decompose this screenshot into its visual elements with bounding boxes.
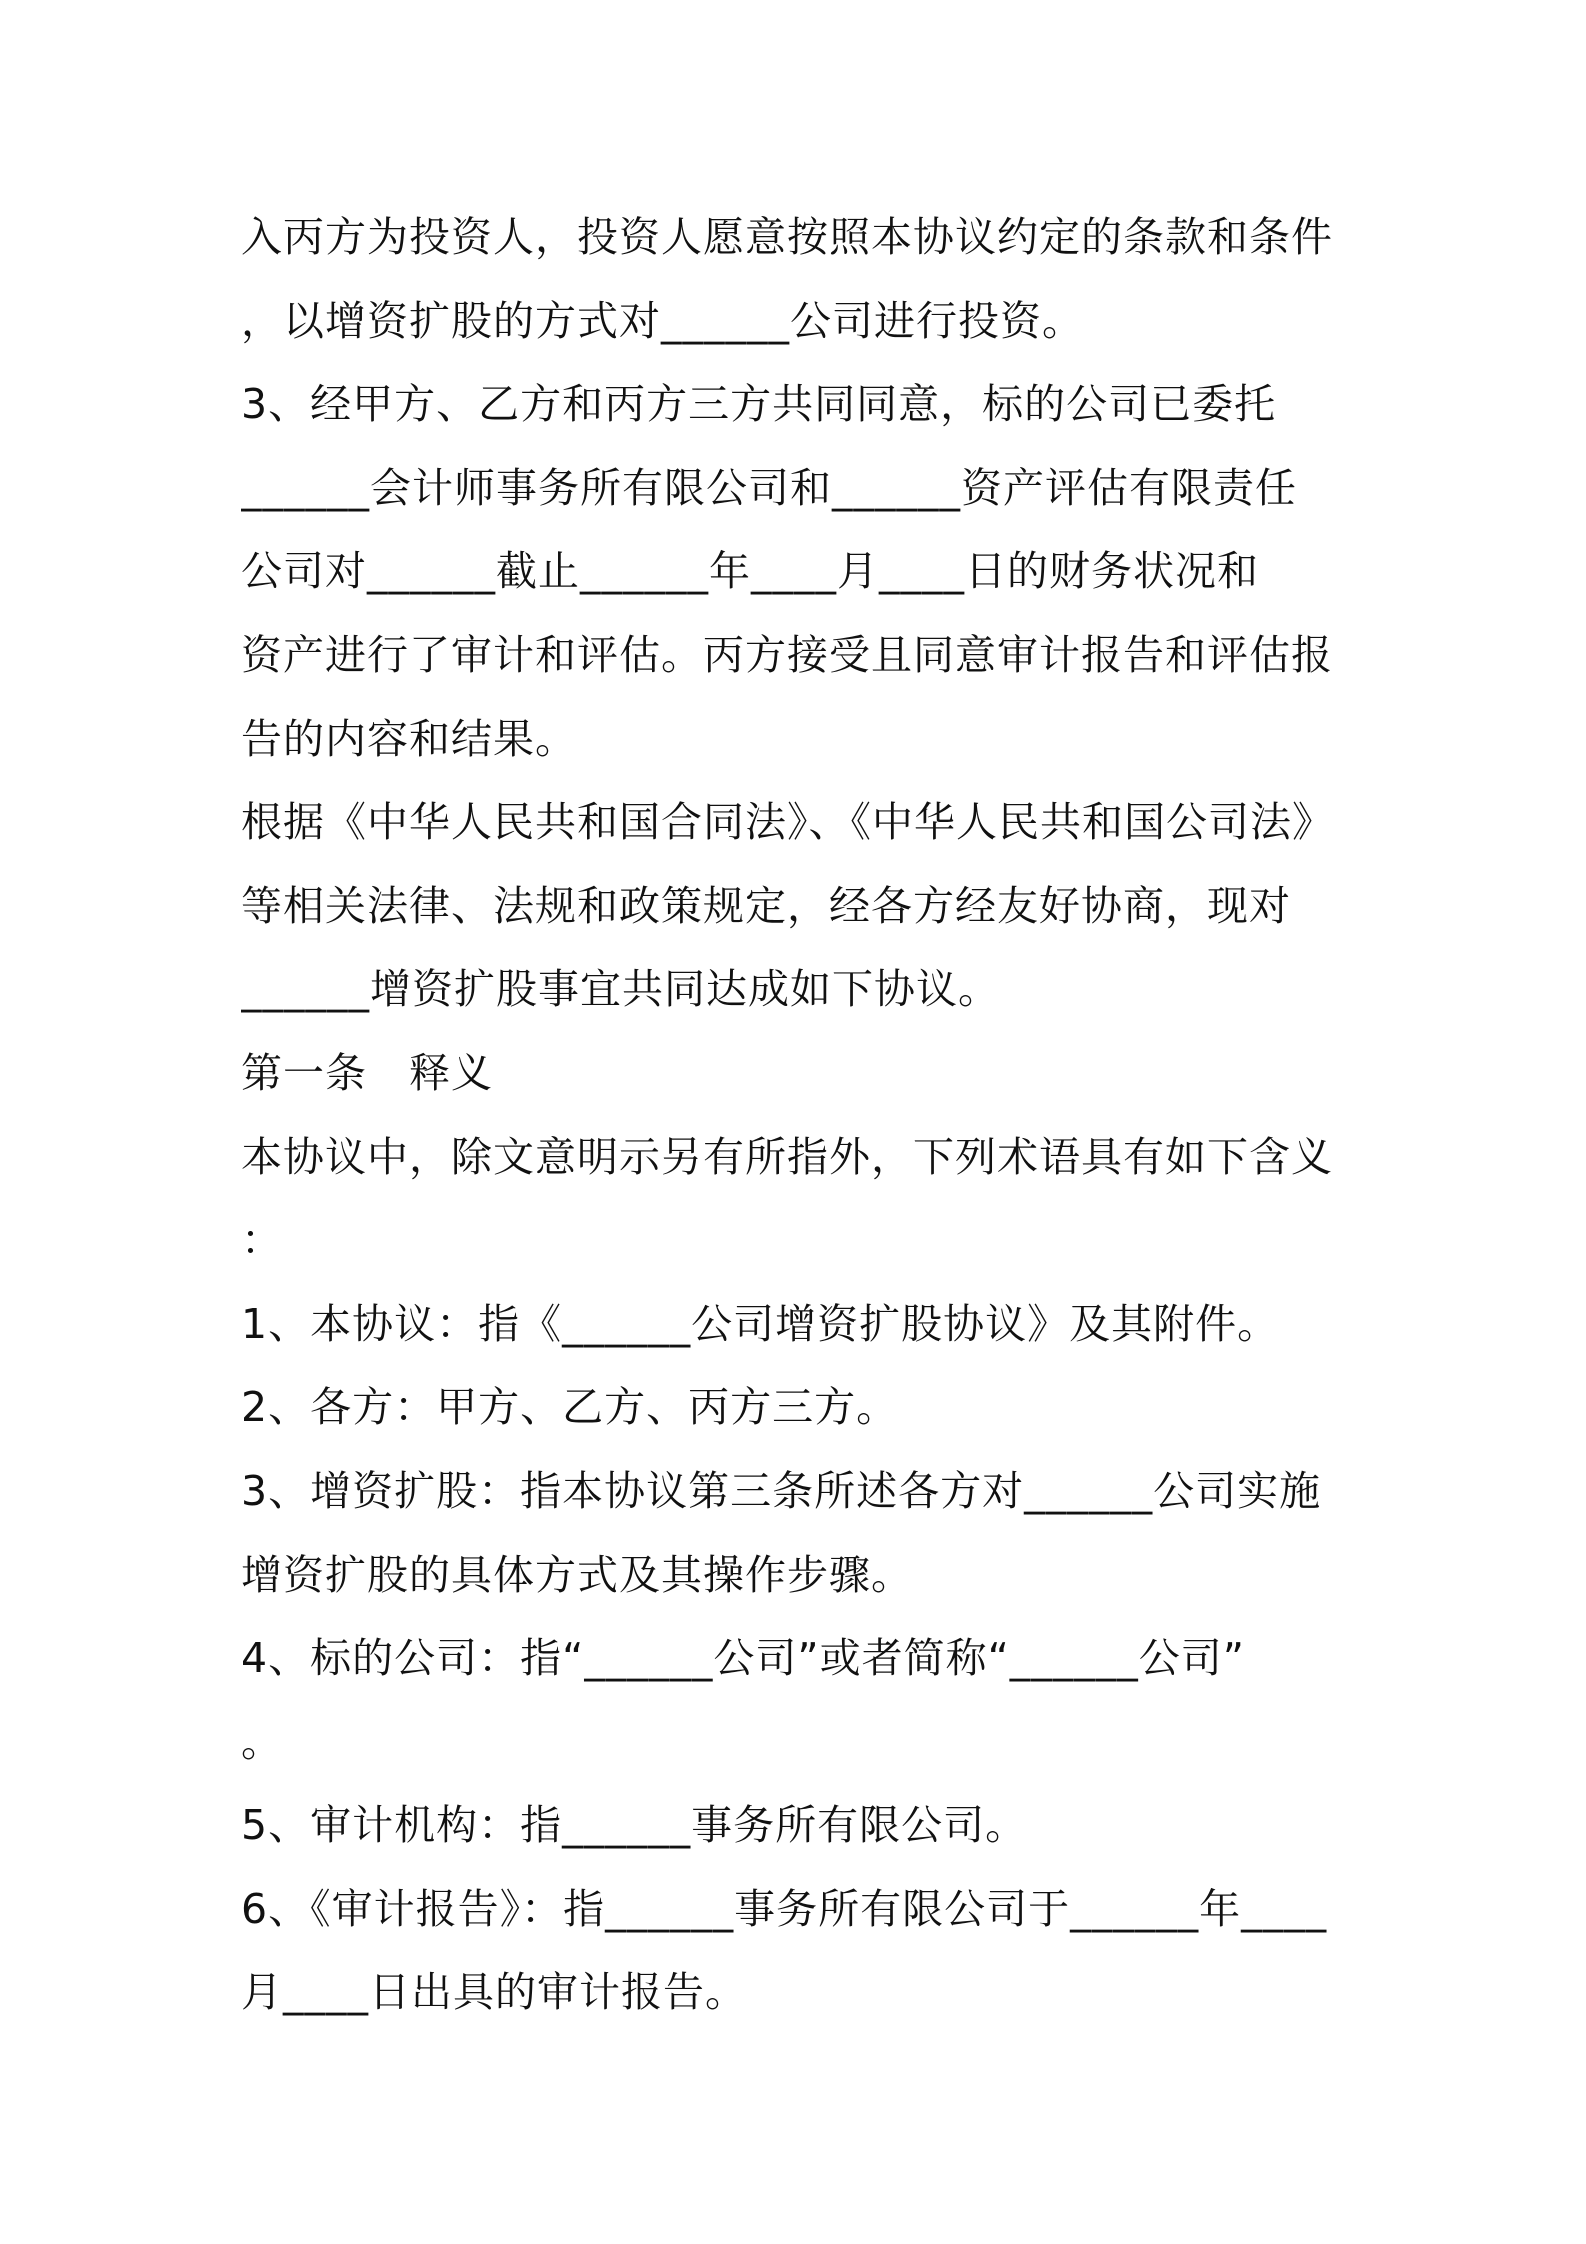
text-line: 资产进行了审计和评估。丙方接受且同意审计报告和评估报 [241,630,1333,679]
definition-item: 4、标的公司：指“______公司”或者简称“______公司” [241,1634,1246,1683]
definition-item: 6、《审计报告》：指______事务所有限公司于______年____ [241,1884,1328,1933]
definition-item: 5、审计机构：指______事务所有限公司。 [241,1801,1028,1850]
text-line: ______会计师事务所有限公司和______资产评估有限责任 [241,463,1297,512]
text-line: 根据《中华人民共和国合同法》、《中华人民共和国公司法》 [241,798,1334,847]
text-line: ： [241,1216,283,1265]
text-line: 。 [241,1717,283,1766]
definition-item: 1、本协议：指《______公司增资扩股协议》及其附件。 [241,1299,1280,1348]
text-line: 公司对______截止______年____月____日的财务状况和 [241,547,1259,596]
text-line: 入丙方为投资人，投资人愿意按照本协议约定的条款和条件 [241,213,1333,261]
text-line: ，以增资扩股的方式对______公司进行投资。 [241,296,1084,345]
text-line: 本协议中，除文意明示另有所指外，下列术语具有如下含义 [241,1132,1333,1181]
text-line: 增资扩股的具体方式及其操作步骤。 [241,1550,913,1599]
text-line: 月____日出具的审计报告。 [241,1968,747,2017]
document-body [241,196,1361,2035]
text-line: ______增资扩股事宜共同达成如下协议。 [241,965,1000,1014]
text-line: 告的内容和结果。 [241,714,577,763]
definition-item: 2、各方：甲方、乙方、丙方三方。 [241,1383,899,1432]
section-heading: 第一条 释义 [241,1048,493,1097]
text-line: 3、经甲方、乙方和丙方三方共同同意，标的公司已委托 [241,380,1277,429]
text-line: 等相关法律、法规和政策规定，经各方经友好协商，现对 [241,881,1291,930]
definition-item: 3、增资扩股：指本协议第三条所述各方对______公司实施 [241,1466,1322,1515]
